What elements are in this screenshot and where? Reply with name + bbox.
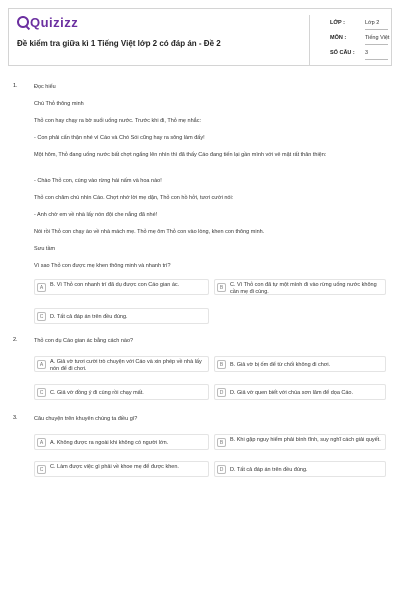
option-text: D. Giả vờ quen biết với chúa sơn lâm để dọa Cáo.	[230, 389, 354, 396]
quizizz-logo	[17, 15, 78, 29]
option-text: A. Giả vờ tươi cười trò chuyện với Cáo và xin phép về nhà lấy nón để đi chơi.	[50, 359, 202, 372]
option-text: D. Tất cả đáp án trên đều đúng.	[230, 466, 308, 473]
passage-line: Nói rồi Thỏ con chạy ào về nhà mách mẹ. Thỏ mẹ ôm Thỏ con vào lòng, khen con thông minh.	[34, 229, 265, 235]
option-letter: B	[217, 283, 226, 292]
worksheet-meta	[309, 15, 394, 65]
answer-option-b[interactable]	[214, 434, 386, 450]
option-letter: D	[217, 388, 226, 397]
meta-value: Lớp 2	[365, 20, 380, 26]
passage-line: Đọc hiểu	[34, 84, 56, 90]
meta-value: Tiếng Việt	[365, 35, 390, 41]
meta-key: MÔN :	[330, 35, 347, 41]
question-number: 2.	[13, 337, 18, 343]
option-text: B. Giả vờ bị ốm để từ chối không đi chơi.	[230, 361, 331, 368]
option-letter: C	[37, 388, 46, 397]
worksheet-title: Đề kiểm tra giữa kì 1 Tiếng Việt lớp 2 có đáp án - Đề 2	[17, 39, 221, 48]
answer-option-a[interactable]	[34, 279, 209, 295]
meta-underline	[365, 59, 388, 60]
answer-option-b[interactable]	[214, 356, 386, 372]
option-letter: A	[37, 360, 46, 369]
worksheet-header	[8, 8, 392, 66]
answer-option-c[interactable]	[34, 308, 209, 324]
meta-row-count	[310, 45, 394, 60]
answer-option-c[interactable]	[34, 384, 209, 400]
option-text: C. Vì Thỏ con đã tự một mình đi vào rừng uống nước không cần mẹ đi cùng.	[230, 282, 377, 295]
passage-line: - Anh chờ em về nhà lấy nón đội che nắng đã nhé!	[34, 212, 158, 218]
question-prompt: Vì sao Thỏ con được mẹ khen thông minh và nhanh trí?	[34, 263, 171, 269]
answer-option-d[interactable]	[214, 461, 386, 477]
meta-key: LỚP :	[330, 20, 345, 26]
meta-key: SỐ CÂU :	[330, 50, 355, 56]
answer-option-b[interactable]	[214, 279, 386, 295]
option-text: B. Vì Thỏ con nhanh trí đã dụ được con Cáo gian ác.	[50, 282, 180, 288]
option-text: C. Giả vờ đồng ý đi cùng rồi chạy mất.	[50, 389, 144, 396]
option-text: C. Làm được việc gì phải về khoe mẹ để được khen.	[50, 464, 179, 470]
option-text: B. Khi gặp nguy hiểm phải bình tĩnh, suy nghĩ cách giải quyết.	[230, 437, 381, 443]
option-letter: A	[37, 438, 46, 447]
meta-row-grade	[310, 15, 394, 30]
passage-line: Một hôm, Thỏ đang uống nước bất chợt ngẩng lên nhìn thì đã thấy Cáo đang tiến lại gần mình với vẻ mặt rất thân thiện:	[34, 152, 327, 158]
logo-text: Quizizz	[30, 15, 79, 30]
passage-line: - Chào Thỏ con, cùng vào rừng hái nấm và hoa nào!	[34, 178, 162, 184]
option-letter: D	[217, 465, 226, 474]
option-letter: C	[37, 465, 46, 474]
option-letter: C	[37, 312, 46, 321]
meta-value: 3	[365, 50, 369, 56]
question-number: 1.	[13, 83, 18, 89]
question-prompt: Thỏ con dụ Cáo gian ác bằng cách nào?	[34, 338, 134, 344]
answer-option-a[interactable]	[34, 356, 209, 372]
option-letter: A	[37, 283, 46, 292]
option-letter: B	[217, 438, 226, 447]
answer-option-a[interactable]	[34, 434, 209, 450]
logo-magnifier-icon	[17, 16, 29, 28]
passage-line: - Con phải cẩn thận nhé vì Cáo và Chó Sói cũng hay ra sông làm đấy!	[34, 135, 205, 141]
option-text: A. Không được ra ngoài khi không có người lớn.	[50, 439, 169, 446]
option-text: D. Tất cả đáp án trên đều đúng.	[50, 313, 128, 320]
question-number: 3.	[13, 415, 18, 421]
option-letter: B	[217, 360, 226, 369]
answer-option-c[interactable]	[34, 461, 209, 477]
answer-option-d[interactable]	[214, 384, 386, 400]
meta-row-subject	[310, 30, 394, 45]
question-prompt: Câu chuyện trên khuyên chúng ta điều gì?	[34, 416, 138, 422]
passage-title: Chú Thỏ thông minh	[34, 101, 84, 107]
passage-source: Sưu tầm	[34, 246, 56, 252]
passage-line: Thỏ con hay chạy ra bờ suối uống nước. Trước khi đi, Thỏ mẹ nhắc:	[34, 118, 201, 124]
passage-line: Thỏ con chăm chú nhìn Cáo. Chợt nhớ lời mẹ dặn, Thỏ con hồ hởi, tươi cười nói:	[34, 195, 234, 201]
